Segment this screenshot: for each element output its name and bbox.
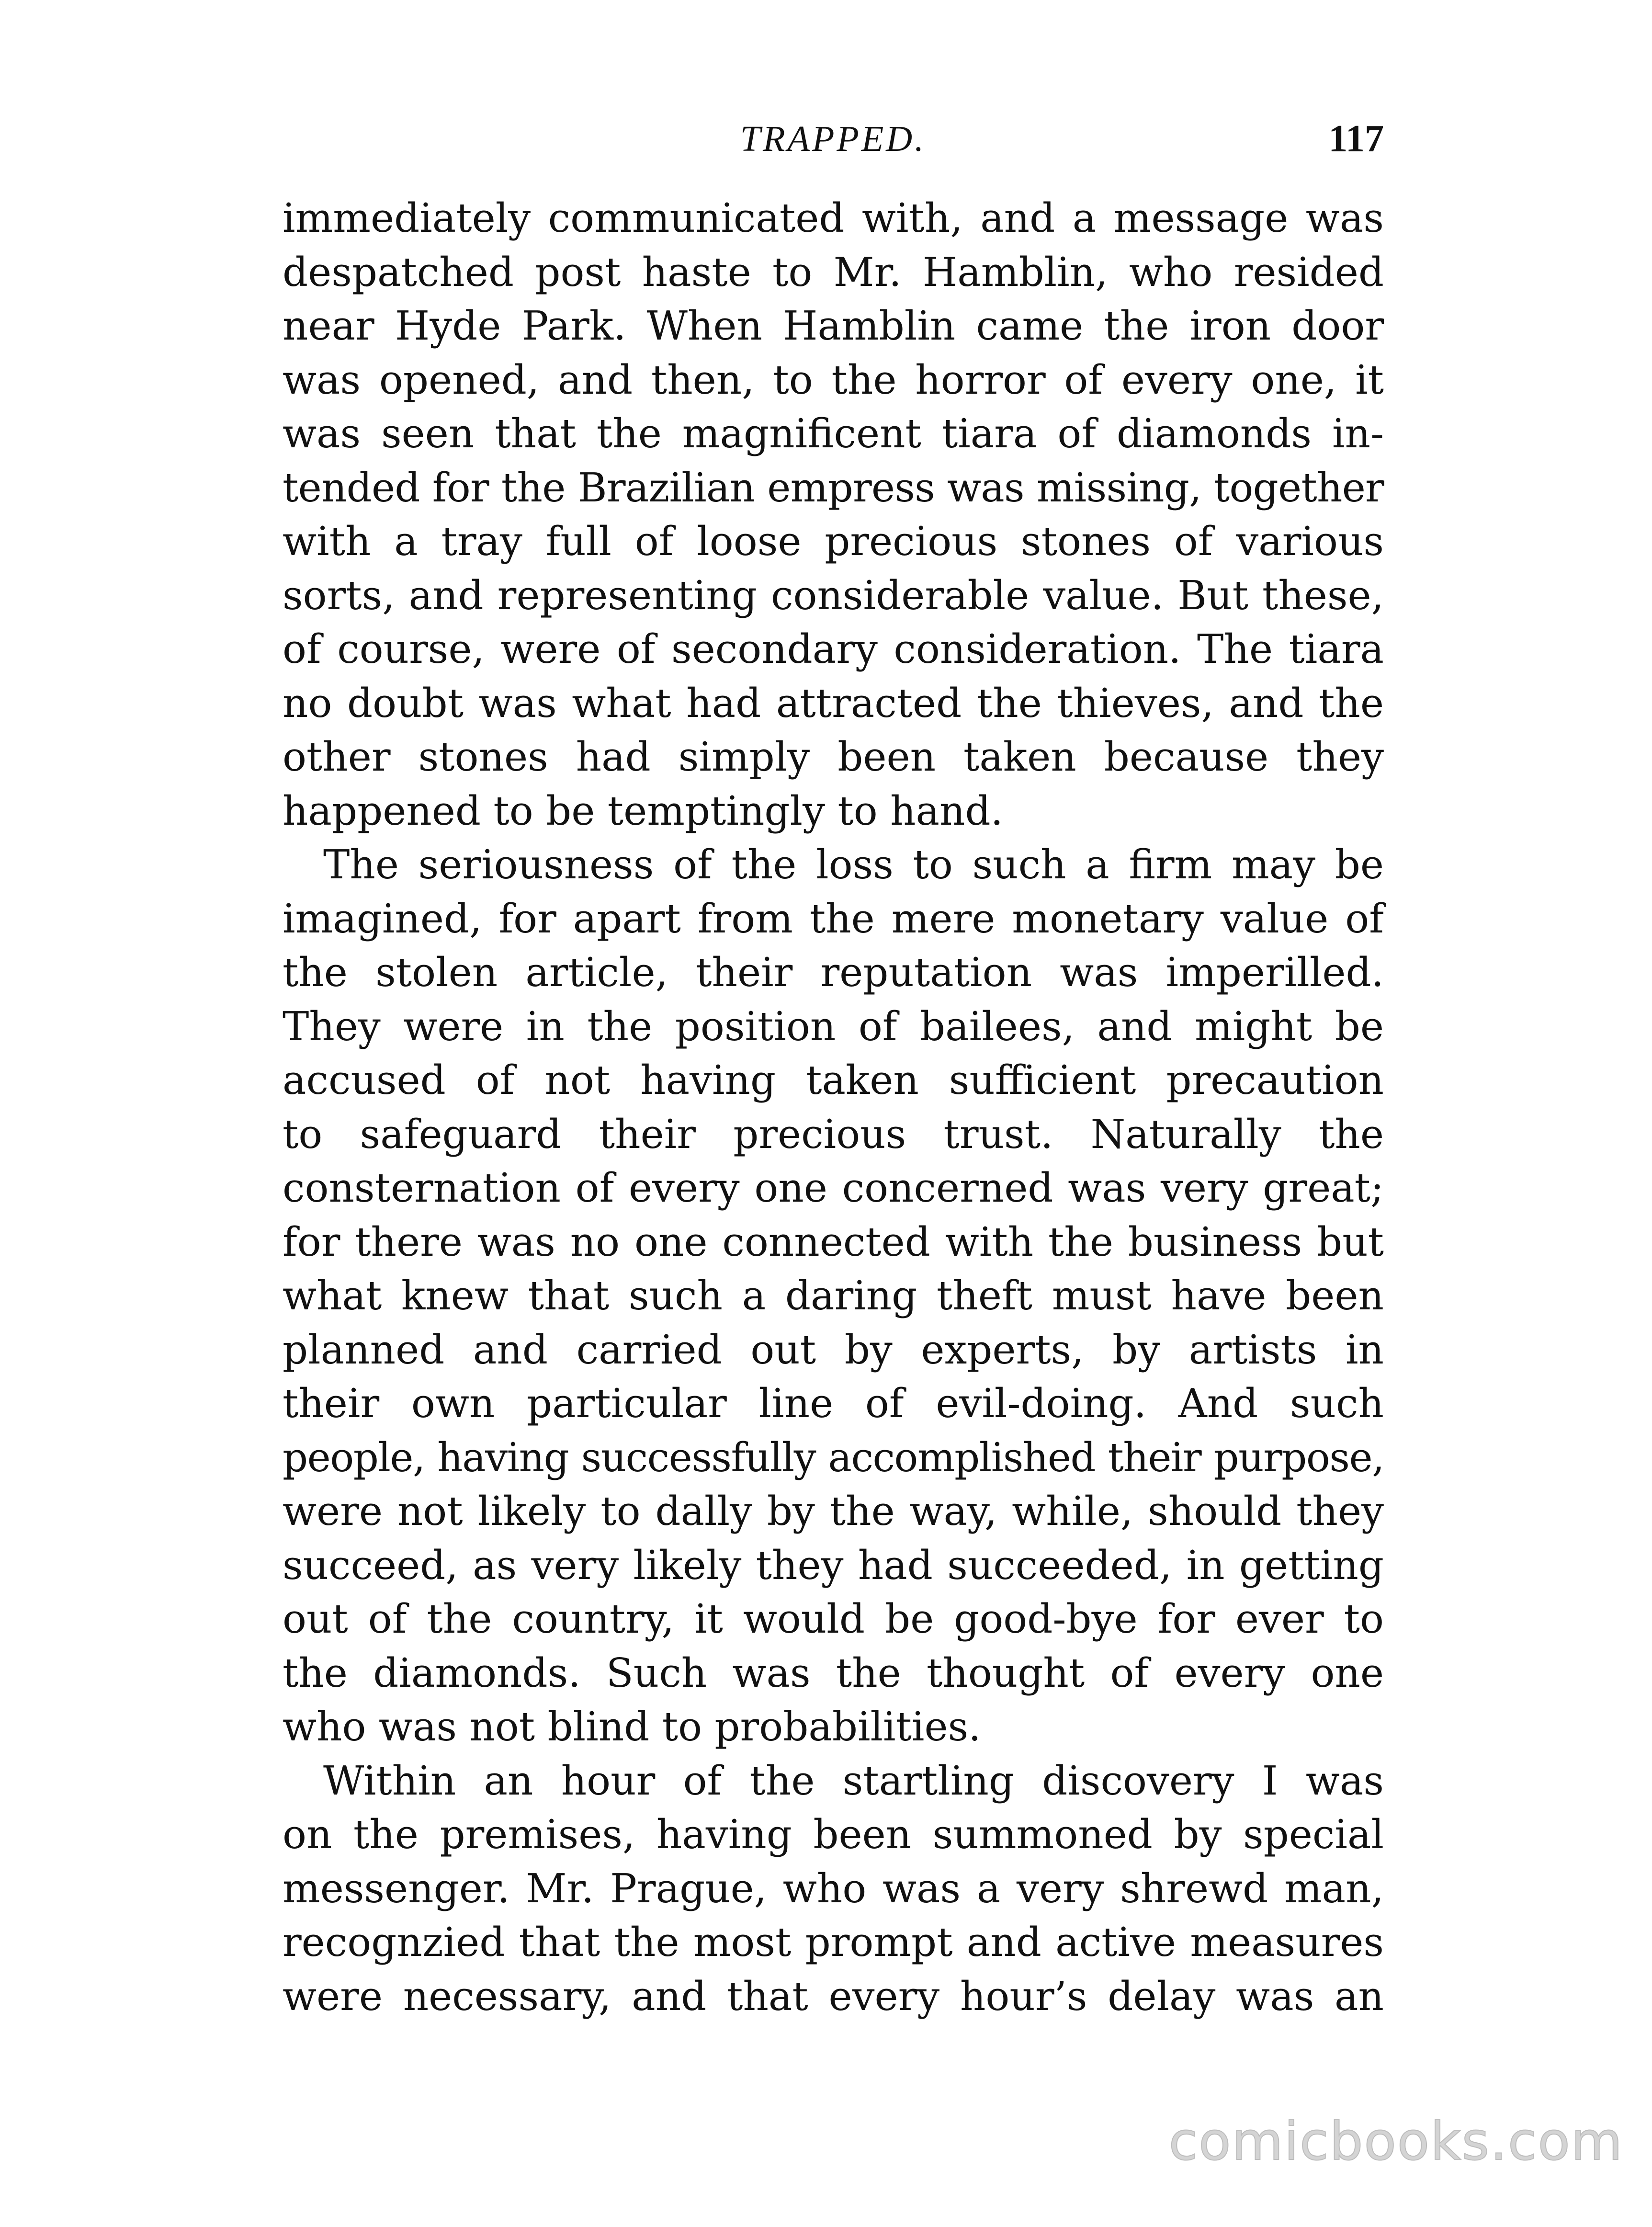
body-text	[283, 192, 1384, 2023]
text-line: to safeguard their precious trust. Naturally the	[283, 1111, 1384, 1158]
text-line: They were in the position of bailees, and might be	[283, 1003, 1384, 1050]
text-line: out of the country, it would be good-bye for ever to	[283, 1596, 1384, 1642]
running-title: TRAPPED.	[740, 119, 927, 159]
text-line: for there was no one connected with the business but	[283, 1218, 1384, 1265]
text-line: tended for the Brazilian empress was missing, together	[283, 464, 1384, 511]
text-line: Within an hour of the startling discovery I was	[323, 1757, 1384, 1804]
text-line: recognzied that the most prompt and active measures	[283, 1919, 1384, 1966]
text-line: who was not blind to probabilities.	[283, 1704, 981, 1750]
text-line: with a tray full of loose precious stones of various	[283, 518, 1384, 565]
page-number: 117	[1328, 118, 1384, 160]
text-line: accused of not having taken sufficient precaution	[283, 1057, 1384, 1103]
text-line: other stones had simply been taken because they	[283, 734, 1384, 780]
text-line: sorts, and representing considerable value. But these,	[283, 572, 1384, 619]
text-line: imagined, for apart from the mere monetary value of	[283, 895, 1384, 942]
text-line: people, having successfully accomplished their purpose,	[283, 1434, 1384, 1481]
text-line: were necessary, and that every hour’s delay was an	[283, 1973, 1384, 2020]
text-line: near Hyde Park. When Hamblin came the iron door	[283, 303, 1384, 349]
text-line: their own particular line of evil-doing. And such	[283, 1380, 1384, 1427]
text-line: was opened, and then, to the horror of every one, it	[283, 356, 1384, 403]
text-line: no doubt was what had attracted the thieves, and the	[283, 680, 1384, 727]
text-line: of course, were of secondary consideration. The tiara	[283, 626, 1384, 672]
text-line: what knew that such a daring theft must have been	[283, 1273, 1384, 1319]
text-line: the diamonds. Such was the thought of every one	[283, 1649, 1384, 1696]
text-line: succeed, as very likely they had succeeded, in getting	[283, 1542, 1384, 1589]
text-line: happened to be temptingly to hand.	[283, 787, 1003, 834]
text-line: messenger. Mr. Prague, who was a very shrewd man,	[283, 1865, 1384, 1912]
running-head	[283, 113, 1384, 165]
text-line: planned and carried out by experts, by artists in	[283, 1326, 1384, 1373]
watermark: comicbooks.com	[1168, 2111, 1623, 2172]
text-line: the stolen article, their reputation was imperilled.	[283, 949, 1384, 996]
text-line: despatched post haste to Mr. Hamblin, who resided	[283, 249, 1384, 295]
text-line: were not likely to dally by the way, while, should they	[283, 1488, 1384, 1534]
text-line: on the premises, having been summoned by special	[283, 1811, 1384, 1858]
text-line: was seen that the magnificent tiara of diamonds in-	[283, 410, 1384, 457]
text-line: consternation of every one concerned was very great;	[283, 1165, 1384, 1211]
text-line: immediately communicated with, and a message was	[283, 195, 1384, 241]
text-line: The seriousness of the loss to such a firm may be	[323, 841, 1384, 888]
